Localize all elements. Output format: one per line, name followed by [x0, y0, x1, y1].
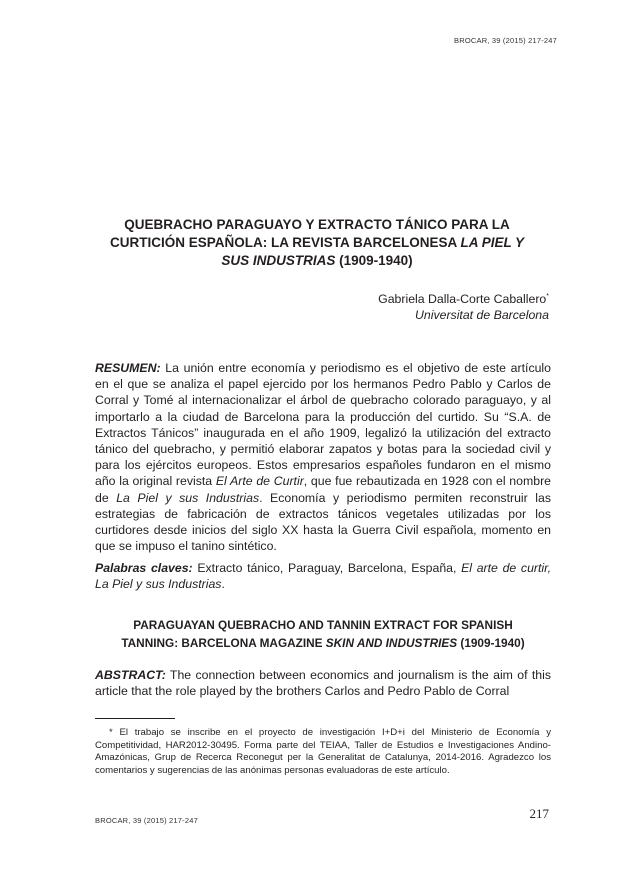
- english-title-line-1: PARAGUAYAN QUEBRACHO AND TANNIN EXTRACT FOR SPANISH: [133, 618, 513, 632]
- journal-name-italic: LA PIEL Y: [460, 235, 525, 250]
- title-line-2: CURTICIÓN ESPAÑOLA: LA REVISTA BARCELONESA LA PIEL Y: [109, 235, 525, 250]
- footnote-mark: *: [109, 727, 113, 738]
- page-number: 217: [529, 806, 549, 821]
- footnote-divider: [95, 718, 175, 719]
- english-title: [95, 616, 551, 652]
- journal-name-italic-cont: SUS INDUSTRIAS: [221, 253, 336, 268]
- english-title-line-2: TANNING: BARCELONA MAGAZINE SKIN AND INDUSTRIES (1909-1940): [121, 636, 525, 650]
- title-line-3: SUS INDUSTRIAS (1909-1940): [221, 253, 413, 268]
- author-footnote-mark[interactable]: *: [546, 292, 549, 300]
- footer-citation: BROCAR, 39 (2015) 217-247: [95, 816, 198, 825]
- title-line-1: QUEBRACHO PARAGUAYO Y EXTRACTO TÁNICO PARA LA: [124, 217, 510, 232]
- abstract-paragraph: ABSTRACT: The connection between economics and journalism is the aim of this article that the role played by the brothers Carlos and Pedro Pablo de Corral: [95, 668, 551, 699]
- keywords-label: Palabras claves:: [95, 561, 193, 575]
- article-title: [95, 216, 539, 270]
- running-head: BROCAR, 39 (2015) 217-247: [454, 36, 557, 45]
- resumen-paragraph: RESUMEN: La unión entre economía y periodismo es el objetivo de este artículo en el que se analiza el papel ejercido por los hermanos Pedro Pablo y Carlos de Corral y Tomé al internacionalizar el árbol de quebracho colorado paraguayo, y al importarlo a la ciudad de Barcelona para la producción del curtido. Su “S.A. de Extractos Tánicos” inaugurada en el año 1909, legalizó la utilización del extracto tánico del quebracho, y permitió elaborar zapatos y botas para la sociedad civil y para los ejércitos europeos. Estos empresarios españoles fundaron en el mismo año la original revista El Arte de Curtir, que fue rebautizada en 1928 con el nombre de La Piel y sus Industrias. Economía y periodismo permiten reconstruir las estrategias de fabricación de extractos tánicos vegetales utilizadas por los curtidores desde inicios del siglo XX hasta la Guerra Civil española, momento en que se impuso el tanino sintético.: [95, 361, 552, 554]
- footnote: * El trabajo se inscribe en el proyecto de investigación I+D+i del Ministerio de Economía y Competitividad, HAR2012-30495. Forma parte del TEIAA, Taller de Estudios e Investigaciones Andino-Amazónicas, Grup de Recerca Reconegut per la Generalitat de Catalunya, 2014-2016. Agradezco los comentarios y sugerencias de las anónimas personas evaluadoras de este artículo.: [95, 727, 551, 776]
- author-name: Gabriela Dalla-Corte Caballero*: [378, 292, 549, 306]
- author-affiliation: Universitat de Barcelona: [415, 307, 549, 322]
- abstract-label: ABSTRACT:: [95, 668, 166, 682]
- keywords-paragraph: Palabras claves: Extracto tánico, Paraguay, Barcelona, España, El arte de curtir, La Piel y sus Industrias.: [95, 561, 551, 592]
- author-block: [378, 292, 549, 323]
- resumen-label: RESUMEN:: [95, 361, 161, 375]
